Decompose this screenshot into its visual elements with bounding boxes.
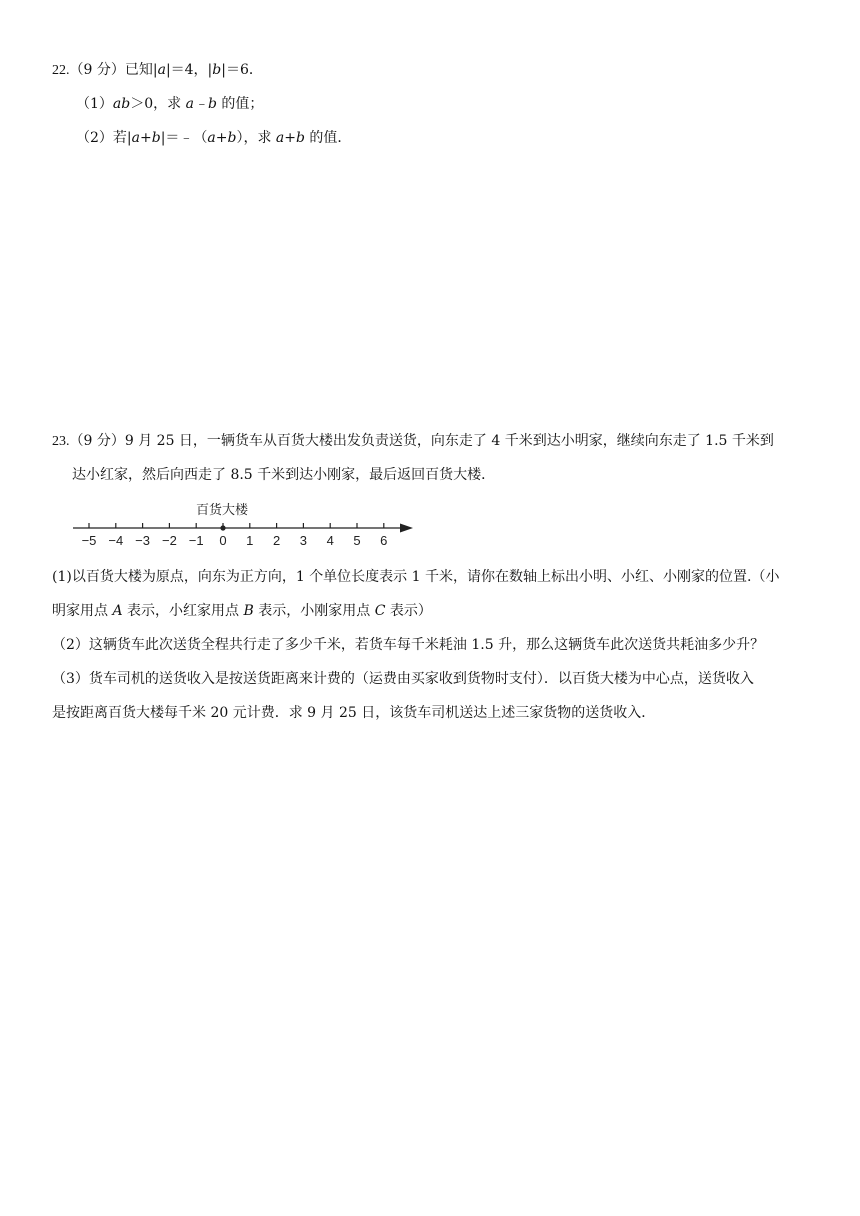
tick-label: 5 [353, 533, 361, 548]
math-expr: a+b [275, 130, 305, 146]
point-a: A [112, 603, 123, 619]
q23-points: （9 分） [69, 433, 125, 449]
part-text: 若| [112, 130, 132, 146]
part-text: |＝﹣（ [160, 130, 208, 146]
part-text: 表示，小红家用点 [122, 603, 244, 619]
tick-label: −5 [81, 533, 97, 548]
tick-label: 0 [219, 533, 227, 548]
tick-group [82, 523, 388, 548]
tick-label: −3 [135, 533, 151, 548]
part-text: 表示） [385, 603, 432, 619]
math-expr: a+b [207, 130, 237, 146]
origin-label: 百货大楼 [196, 502, 249, 517]
part-text: 的值． [304, 130, 352, 146]
q22-stem-text: |＝6． [221, 62, 263, 78]
tick-label: −2 [161, 533, 177, 548]
q22-part2 [76, 128, 351, 148]
tick-label: 1 [246, 533, 254, 548]
q23-part3-line1: （3）货车司机的送货收入是按送货距离来计费的（运费由买家收到货物时支付）．以百货大楼为中心点，送货收入 [52, 671, 754, 687]
q23-part3-line2: 是按距离百货大楼每千米 20 元计费．求 9 月 25 日，该货车司机送达上述三家货物的送货收入． [52, 705, 656, 721]
math-expr: a﹣b [185, 96, 217, 112]
q23-part1-line1: (1)以百货大楼为原点，向东为正方向，1 个单位长度表示 1 千米，请你在数轴上标出小明、小红、小刚家的位置.（小 [52, 569, 780, 585]
point-c: C [374, 603, 386, 619]
var-a: a [157, 62, 166, 78]
part-label: （2） [76, 130, 113, 146]
number-line-figure [68, 497, 428, 557]
q23-stem-line2: 达小红家，然后向西走了 8.5 千米到达小刚家，最后返回百货大楼． [72, 467, 496, 483]
tick-label: −1 [188, 533, 204, 548]
point-b: B [243, 603, 254, 619]
origin-dot [220, 525, 225, 530]
q22-part1 [76, 94, 263, 114]
var-b: b [212, 62, 222, 78]
q23-stem-text: 9 月 25 日，一辆货车从百货大楼出发负责送货，向东走了 4 千米到达小明家，继续向东走了 1.5 千米到 [124, 433, 774, 449]
axis-arrow-icon [400, 524, 413, 533]
part-text: ＞0，求 [130, 96, 186, 112]
tick-label: 6 [380, 533, 388, 548]
part-text: ），求 [236, 130, 276, 146]
part-text: 明家用点 [52, 603, 113, 619]
q22-points: （9 分） [69, 62, 125, 78]
tick-label: 2 [272, 533, 281, 548]
q23-part2: （2）这辆货车此次送货全程共行走了多少千米，若货车每千米耗油 1.5 升，那么这辆货车此次送货共耗油多少升？ [52, 637, 765, 653]
math-expr: ab [112, 96, 131, 112]
q23-number: 23. [52, 434, 70, 449]
q22-stem-text: |＝4，| [165, 62, 213, 78]
math-expr: a+b [131, 130, 161, 146]
tick-label: −4 [108, 533, 124, 548]
q22-stem-text: 已知| [124, 62, 158, 78]
tick-label: 4 [326, 533, 334, 548]
q22-stem [52, 60, 263, 81]
tick-label: 3 [299, 533, 308, 548]
q23-part1-line2 [52, 601, 432, 621]
q22-number: 22. [52, 63, 70, 78]
part-label: （1） [76, 96, 113, 112]
part-text: 表示，小刚家用点 [253, 603, 375, 619]
part-text: 的值； [216, 96, 264, 112]
q23-stem-line1 [52, 431, 774, 452]
